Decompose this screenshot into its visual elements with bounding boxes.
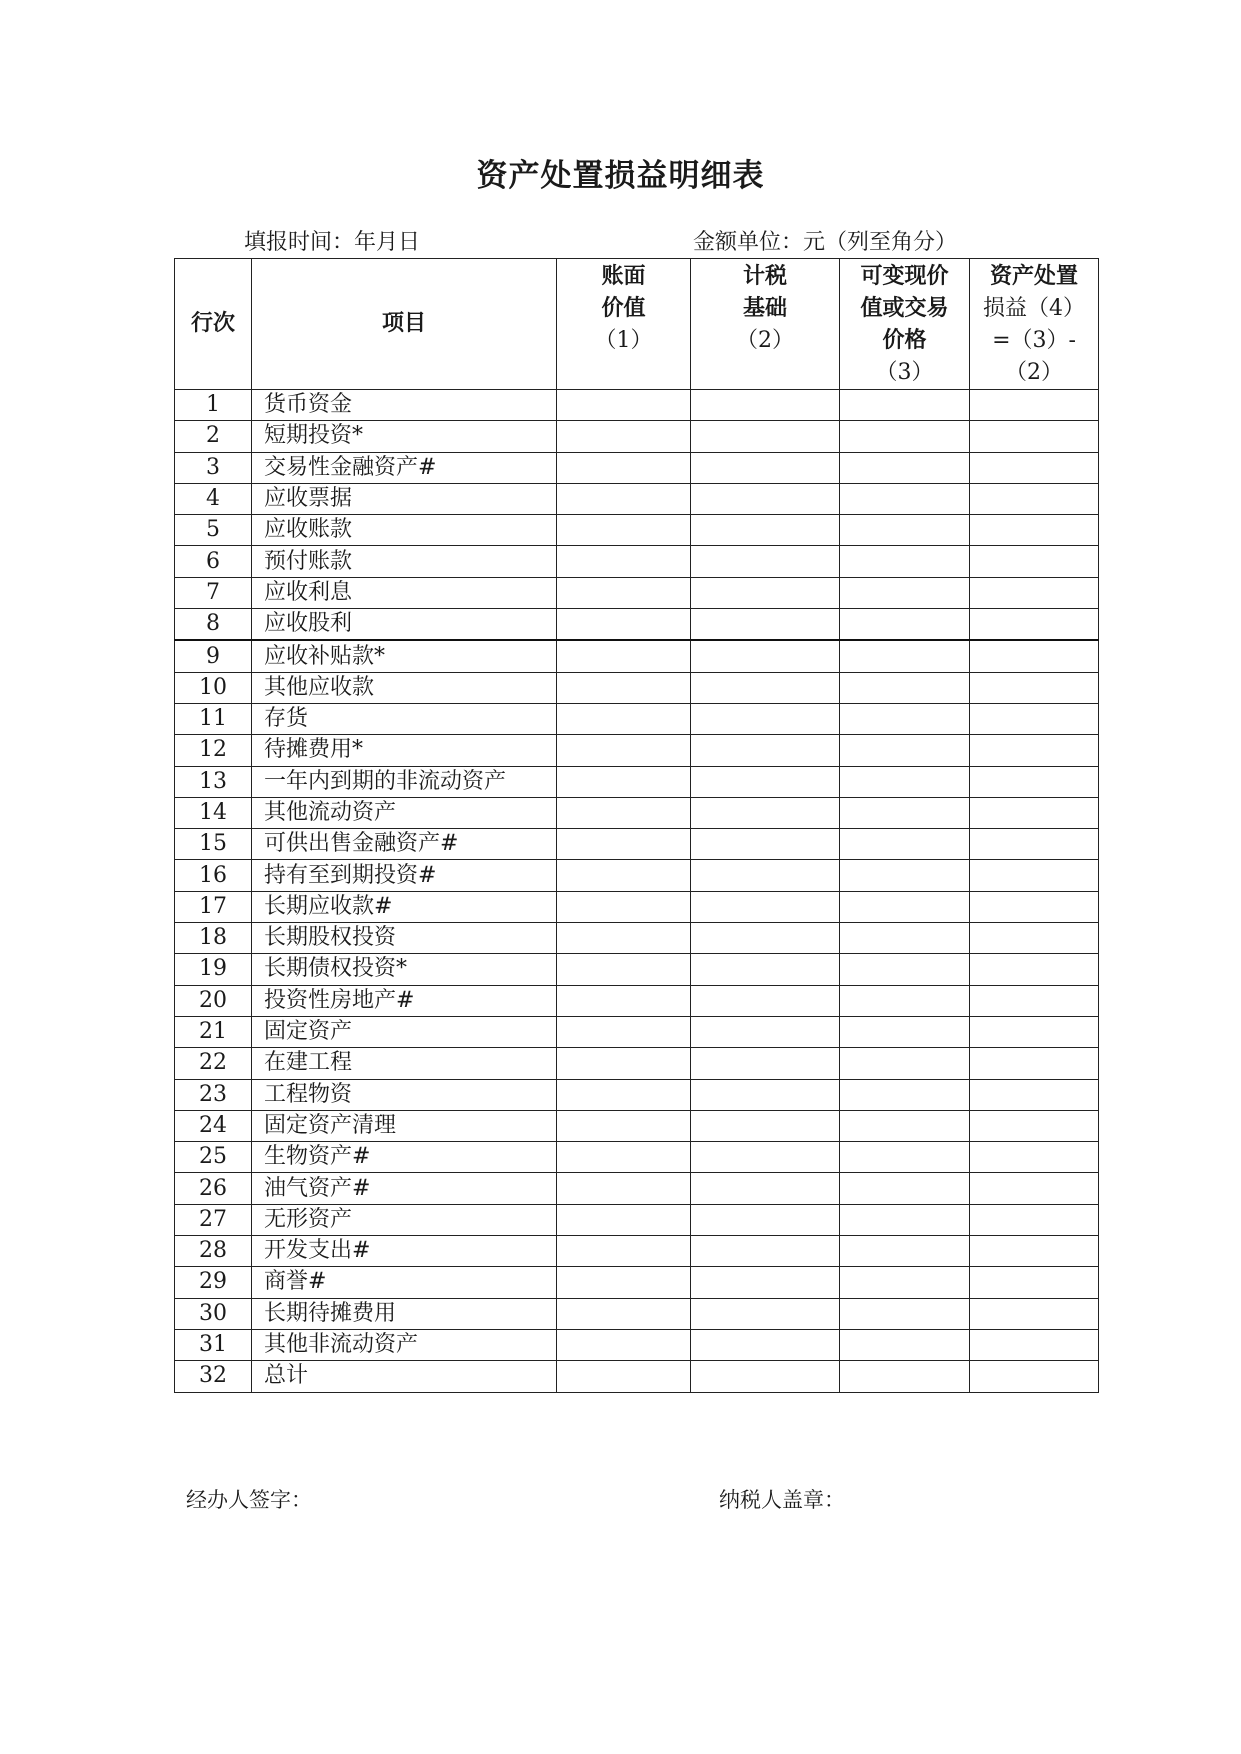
book-value-cell[interactable] <box>557 1361 691 1392</box>
table-row <box>175 891 1099 922</box>
item-name-cell: 一年内到期的非流动资产 <box>252 766 557 797</box>
item-name-cell: 应收补贴款* <box>252 640 557 672</box>
book-value-cell[interactable] <box>557 483 691 514</box>
table-row <box>175 735 1099 766</box>
table-row <box>175 766 1099 797</box>
realizable-value-cell[interactable] <box>840 766 970 797</box>
row-number-cell: 18 <box>175 923 252 954</box>
tax-basis-cell[interactable] <box>691 515 840 546</box>
disposal-gain-loss-cell[interactable] <box>970 735 1099 766</box>
tax-basis-cell[interactable] <box>691 390 840 421</box>
book-value-cell[interactable] <box>557 1267 691 1298</box>
realizable-value-cell[interactable] <box>840 1079 970 1110</box>
row-number-cell: 16 <box>175 860 252 891</box>
row-number-cell: 26 <box>175 1173 252 1204</box>
tax-basis-cell[interactable] <box>691 797 840 828</box>
realizable-value-cell[interactable] <box>840 640 970 672</box>
header-row-no: 行次 <box>175 259 252 390</box>
book-value-cell[interactable] <box>557 1298 691 1329</box>
table-row <box>175 923 1099 954</box>
disposal-gain-loss-cell[interactable] <box>970 985 1099 1016</box>
row-number-cell: 29 <box>175 1267 252 1298</box>
disposal-gain-loss-cell[interactable] <box>970 891 1099 922</box>
book-value-cell[interactable] <box>557 735 691 766</box>
disposal-gain-loss-cell[interactable] <box>970 1298 1099 1329</box>
table-row <box>175 1079 1099 1110</box>
tax-basis-cell[interactable] <box>691 735 840 766</box>
realizable-value-cell[interactable] <box>840 1298 970 1329</box>
tax-basis-cell[interactable] <box>691 703 840 734</box>
book-value-cell[interactable] <box>557 766 691 797</box>
realizable-value-cell[interactable] <box>840 1236 970 1267</box>
book-value-cell[interactable] <box>557 672 691 703</box>
tax-basis-cell[interactable] <box>691 1204 840 1235</box>
realizable-value-cell[interactable] <box>840 1048 970 1079</box>
header-realizable-value <box>840 259 970 390</box>
header-disposal-gain-loss-line3: =（3）- <box>992 328 1076 353</box>
item-name-cell: 无形资产 <box>252 1204 557 1235</box>
item-name-cell: 商誉# <box>252 1267 557 1298</box>
disposal-gain-loss-cell[interactable] <box>970 577 1099 608</box>
disposal-gain-loss-cell[interactable] <box>970 703 1099 734</box>
table-row <box>175 1361 1099 1392</box>
row-number-cell: 24 <box>175 1110 252 1141</box>
table-row <box>175 1329 1099 1360</box>
realizable-value-cell[interactable] <box>840 1110 970 1141</box>
table-header-row <box>175 259 1099 390</box>
row-number-cell: 25 <box>175 1142 252 1173</box>
realizable-value-cell[interactable] <box>840 1142 970 1173</box>
book-value-cell[interactable] <box>557 452 691 483</box>
book-value-cell[interactable] <box>557 390 691 421</box>
tax-basis-cell[interactable] <box>691 1236 840 1267</box>
header-disposal-gain-loss-line1: 资产处置 <box>989 264 1078 289</box>
realizable-value-cell[interactable] <box>840 829 970 860</box>
realizable-value-cell[interactable] <box>840 577 970 608</box>
tax-basis-cell[interactable] <box>691 421 840 452</box>
row-number-cell: 21 <box>175 1016 252 1047</box>
item-name-cell: 长期应收款# <box>252 891 557 922</box>
table-row <box>175 1298 1099 1329</box>
book-value-cell[interactable] <box>557 923 691 954</box>
table-row <box>175 672 1099 703</box>
disposal-gain-loss-cell[interactable] <box>970 1142 1099 1173</box>
tax-basis-cell[interactable] <box>691 1361 840 1392</box>
disposal-gain-loss-cell[interactable] <box>970 954 1099 985</box>
item-name-cell: 开发支出# <box>252 1236 557 1267</box>
tax-basis-cell[interactable] <box>691 1048 840 1079</box>
realizable-value-cell[interactable] <box>840 546 970 577</box>
disposal-gain-loss-cell[interactable] <box>970 483 1099 514</box>
row-number-cell: 2 <box>175 421 252 452</box>
header-item: 项目 <box>252 259 557 390</box>
realizable-value-cell[interactable] <box>840 954 970 985</box>
tax-basis-cell[interactable] <box>691 1079 840 1110</box>
book-value-cell[interactable] <box>557 609 691 641</box>
disposal-gain-loss-cell[interactable] <box>970 829 1099 860</box>
item-name-cell: 交易性金融资产# <box>252 452 557 483</box>
row-number-cell: 31 <box>175 1329 252 1360</box>
row-number-cell: 3 <box>175 452 252 483</box>
book-value-cell[interactable] <box>557 954 691 985</box>
item-name-cell: 应收账款 <box>252 515 557 546</box>
book-value-cell[interactable] <box>557 546 691 577</box>
book-value-cell[interactable] <box>557 577 691 608</box>
tax-basis-cell[interactable] <box>691 452 840 483</box>
realizable-value-cell[interactable] <box>840 421 970 452</box>
table-row <box>175 452 1099 483</box>
fill-time-label: 填报时间：年月日 <box>244 230 421 255</box>
tax-basis-cell[interactable] <box>691 1329 840 1360</box>
disposal-gain-loss-cell[interactable] <box>970 515 1099 546</box>
item-name-cell: 固定资产清理 <box>252 1110 557 1141</box>
book-value-cell[interactable] <box>557 1329 691 1360</box>
book-value-cell[interactable] <box>557 1016 691 1047</box>
table-row <box>175 546 1099 577</box>
realizable-value-cell[interactable] <box>840 703 970 734</box>
realizable-value-cell[interactable] <box>840 797 970 828</box>
book-value-cell[interactable] <box>557 1204 691 1235</box>
tax-basis-cell[interactable] <box>691 577 840 608</box>
row-number-cell: 8 <box>175 609 252 641</box>
disposal-gain-loss-cell[interactable] <box>970 672 1099 703</box>
realizable-value-cell[interactable] <box>840 1361 970 1392</box>
tax-basis-cell[interactable] <box>691 483 840 514</box>
taxpayer-seal-label: 纳税人盖章： <box>719 1488 845 1512</box>
table-row <box>175 390 1099 421</box>
disposal-gain-loss-cell[interactable] <box>970 390 1099 421</box>
book-value-cell[interactable] <box>557 1142 691 1173</box>
tax-basis-cell[interactable] <box>691 985 840 1016</box>
header-book-value-line3: （1） <box>594 328 653 353</box>
tax-basis-cell[interactable] <box>691 766 840 797</box>
row-number-cell: 14 <box>175 797 252 828</box>
tax-basis-cell[interactable] <box>691 1298 840 1329</box>
book-value-cell[interactable] <box>557 640 691 672</box>
row-number-cell: 23 <box>175 1079 252 1110</box>
header-disposal-gain-loss-line2: 损益（4） <box>983 296 1085 321</box>
header-book-value-line1: 账面 <box>601 264 646 289</box>
item-name-cell: 应收利息 <box>252 577 557 608</box>
item-name-cell: 长期待摊费用 <box>252 1298 557 1329</box>
realizable-value-cell[interactable] <box>840 985 970 1016</box>
table-row <box>175 1236 1099 1267</box>
realizable-value-cell[interactable] <box>840 860 970 891</box>
table-row <box>175 515 1099 546</box>
disposal-gain-loss-cell[interactable] <box>970 766 1099 797</box>
disposal-gain-loss-cell[interactable] <box>970 1329 1099 1360</box>
tax-basis-cell[interactable] <box>691 954 840 985</box>
row-number-cell: 28 <box>175 1236 252 1267</box>
disposal-gain-loss-cell[interactable] <box>970 1204 1099 1235</box>
item-name-cell: 总计 <box>252 1361 557 1392</box>
handler-signature-label: 经办人签字： <box>186 1488 312 1512</box>
row-number-cell: 6 <box>175 546 252 577</box>
item-name-cell: 长期股权投资 <box>252 923 557 954</box>
header-realizable-value-line3: 价格 <box>882 328 927 353</box>
table-row <box>175 421 1099 452</box>
book-value-cell[interactable] <box>557 515 691 546</box>
disposal-gain-loss-cell[interactable] <box>970 609 1099 641</box>
book-value-cell[interactable] <box>557 829 691 860</box>
row-number-cell: 12 <box>175 735 252 766</box>
row-number-cell: 17 <box>175 891 252 922</box>
row-number-cell: 10 <box>175 672 252 703</box>
row-number-cell: 5 <box>175 515 252 546</box>
row-number-cell: 1 <box>175 390 252 421</box>
realizable-value-cell[interactable] <box>840 515 970 546</box>
item-name-cell: 预付账款 <box>252 546 557 577</box>
tax-basis-cell[interactable] <box>691 1110 840 1141</box>
table-row <box>175 577 1099 608</box>
tax-basis-cell[interactable] <box>691 546 840 577</box>
amount-unit-label: 金额单位：元（列至角分） <box>693 230 958 255</box>
header-book-value-line2: 价值 <box>601 296 646 321</box>
book-value-cell[interactable] <box>557 703 691 734</box>
book-value-cell[interactable] <box>557 1048 691 1079</box>
row-number-cell: 22 <box>175 1048 252 1079</box>
realizable-value-cell[interactable] <box>840 390 970 421</box>
realizable-value-cell[interactable] <box>840 452 970 483</box>
disposal-gain-loss-cell[interactable] <box>970 546 1099 577</box>
table-body <box>175 390 1099 1393</box>
book-value-cell[interactable] <box>557 1236 691 1267</box>
tax-basis-cell[interactable] <box>691 672 840 703</box>
table-row <box>175 797 1099 828</box>
table-row <box>175 860 1099 891</box>
table-row <box>175 609 1099 641</box>
page-title: 资产处置损益明细表 <box>476 158 765 194</box>
item-name-cell: 其他应收款 <box>252 672 557 703</box>
item-name-cell: 应收股利 <box>252 609 557 641</box>
item-name-cell: 其他流动资产 <box>252 797 557 828</box>
disposal-gain-loss-cell[interactable] <box>970 1048 1099 1079</box>
table-row <box>175 1267 1099 1298</box>
row-number-cell: 27 <box>175 1204 252 1235</box>
table-row <box>175 954 1099 985</box>
table-row <box>175 640 1099 672</box>
item-name-cell: 固定资产 <box>252 1016 557 1047</box>
realizable-value-cell[interactable] <box>840 1204 970 1235</box>
tax-basis-cell[interactable] <box>691 829 840 860</box>
disposal-gain-loss-cell[interactable] <box>970 1236 1099 1267</box>
item-name-cell: 工程物资 <box>252 1079 557 1110</box>
table-row <box>175 1142 1099 1173</box>
book-value-cell[interactable] <box>557 1173 691 1204</box>
item-name-cell: 油气资产# <box>252 1173 557 1204</box>
realizable-value-cell[interactable] <box>840 609 970 641</box>
header-disposal-gain-loss-line4: （2） <box>1005 360 1063 385</box>
book-value-cell[interactable] <box>557 985 691 1016</box>
row-number-cell: 30 <box>175 1298 252 1329</box>
realizable-value-cell[interactable] <box>840 672 970 703</box>
disposal-gain-loss-cell[interactable] <box>970 923 1099 954</box>
row-number-cell: 11 <box>175 703 252 734</box>
row-number-cell: 19 <box>175 954 252 985</box>
table-row <box>175 985 1099 1016</box>
item-name-cell: 持有至到期投资# <box>252 860 557 891</box>
header-tax-basis-line3: （2） <box>736 328 794 353</box>
realizable-value-cell[interactable] <box>840 483 970 514</box>
item-name-cell: 存货 <box>252 703 557 734</box>
table-row <box>175 1110 1099 1141</box>
tax-basis-cell[interactable] <box>691 1267 840 1298</box>
tax-basis-cell[interactable] <box>691 923 840 954</box>
realizable-value-cell[interactable] <box>840 1329 970 1360</box>
realizable-value-cell[interactable] <box>840 923 970 954</box>
table-row <box>175 703 1099 734</box>
header-disposal-gain-loss <box>970 259 1099 390</box>
book-value-cell[interactable] <box>557 1079 691 1110</box>
disposal-gain-loss-cell[interactable] <box>970 860 1099 891</box>
table-row <box>175 1016 1099 1047</box>
item-name-cell: 其他非流动资产 <box>252 1329 557 1360</box>
realizable-value-cell[interactable] <box>840 1016 970 1047</box>
realizable-value-cell[interactable] <box>840 1173 970 1204</box>
table-row <box>175 1048 1099 1079</box>
item-name-cell: 投资性房地产# <box>252 985 557 1016</box>
tax-basis-cell[interactable] <box>691 1016 840 1047</box>
realizable-value-cell[interactable] <box>840 891 970 922</box>
table-row <box>175 1204 1099 1235</box>
book-value-cell[interactable] <box>557 891 691 922</box>
header-realizable-value-line4: （3） <box>875 360 934 385</box>
item-name-cell: 可供出售金融资产# <box>252 829 557 860</box>
item-name-cell: 生物资产# <box>252 1142 557 1173</box>
disposal-gain-loss-cell[interactable] <box>970 797 1099 828</box>
item-name-cell: 货币资金 <box>252 390 557 421</box>
tax-basis-cell[interactable] <box>691 1173 840 1204</box>
disposal-gain-loss-cell[interactable] <box>970 640 1099 672</box>
tax-basis-cell[interactable] <box>691 640 840 672</box>
header-realizable-value-line1: 可变现价 <box>860 264 949 289</box>
header-tax-basis-line1: 计税 <box>742 264 787 289</box>
item-name-cell: 应收票据 <box>252 483 557 514</box>
header-tax-basis-line2: 基础 <box>742 296 787 321</box>
row-number-cell: 4 <box>175 483 252 514</box>
row-number-cell: 13 <box>175 766 252 797</box>
item-name-cell: 短期投资* <box>252 421 557 452</box>
tax-basis-cell[interactable] <box>691 891 840 922</box>
item-name-cell: 待摊费用* <box>252 735 557 766</box>
disposal-gain-loss-cell[interactable] <box>970 1267 1099 1298</box>
tax-basis-cell[interactable] <box>691 1142 840 1173</box>
disposal-gain-loss-cell[interactable] <box>970 1079 1099 1110</box>
table-row <box>175 483 1099 514</box>
book-value-cell[interactable] <box>557 421 691 452</box>
item-name-cell: 在建工程 <box>252 1048 557 1079</box>
book-value-cell[interactable] <box>557 860 691 891</box>
row-number-cell: 20 <box>175 985 252 1016</box>
item-name-cell: 长期债权投资* <box>252 954 557 985</box>
disposal-gain-loss-cell[interactable] <box>970 1361 1099 1392</box>
disposal-gain-loss-cell[interactable] <box>970 421 1099 452</box>
row-number-cell: 32 <box>175 1361 252 1392</box>
tax-basis-cell[interactable] <box>691 609 840 641</box>
header-realizable-value-line2: 值或交易 <box>860 296 949 321</box>
book-value-cell[interactable] <box>557 1110 691 1141</box>
header-book-value <box>557 259 691 390</box>
row-number-cell: 9 <box>175 640 252 672</box>
realizable-value-cell[interactable] <box>840 735 970 766</box>
realizable-value-cell[interactable] <box>840 1267 970 1298</box>
book-value-cell[interactable] <box>557 797 691 828</box>
row-number-cell: 7 <box>175 577 252 608</box>
header-tax-basis <box>691 259 840 390</box>
disposal-gain-loss-cell[interactable] <box>970 452 1099 483</box>
tax-basis-cell[interactable] <box>691 860 840 891</box>
row-number-cell: 15 <box>175 829 252 860</box>
disposal-gain-loss-cell[interactable] <box>970 1110 1099 1141</box>
table-row <box>175 1173 1099 1204</box>
table-row <box>175 829 1099 860</box>
disposal-gain-loss-table <box>174 258 1099 1393</box>
disposal-gain-loss-cell[interactable] <box>970 1016 1099 1047</box>
disposal-gain-loss-cell[interactable] <box>970 1173 1099 1204</box>
